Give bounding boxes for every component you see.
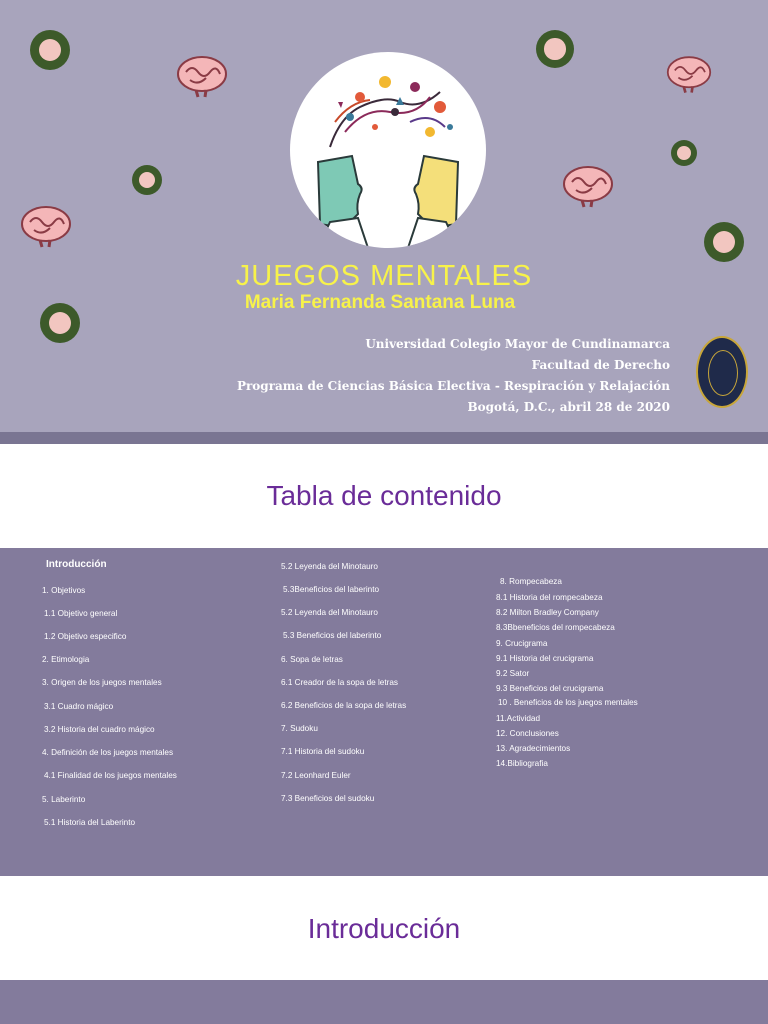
toc-item[interactable]: 14.Bibliografia: [496, 759, 548, 768]
toc-column-3: [490, 548, 760, 876]
toc-item[interactable]: 12. Conclusiones: [496, 729, 559, 738]
brain-badge-icon: [132, 165, 162, 195]
toc-item[interactable]: 5.2 Leyenda del Minotauro: [281, 562, 378, 571]
brain-badge-icon: [30, 30, 70, 70]
presentation-title: JUEGOS MENTALES: [235, 260, 533, 292]
intro-slide-top: [0, 980, 768, 1024]
toc-item[interactable]: 9.3 Beneficios del crucigrama: [496, 684, 604, 693]
toc-item[interactable]: 7.2 Leonhard Euler: [281, 771, 351, 780]
toc-item[interactable]: 9.2 Sator: [496, 669, 530, 678]
brain-icon: [562, 164, 614, 208]
toc-item[interactable]: 2. Etimologia: [42, 655, 90, 664]
toc-item[interactable]: 4. Definición de los juegos mentales: [42, 748, 174, 757]
toc-item[interactable]: 9.1 Historia del crucigrama: [496, 654, 594, 663]
brain-badge-icon: [671, 140, 697, 166]
toc-item[interactable]: 1.1 Objetivo general: [44, 609, 118, 618]
toc-item[interactable]: 11.Actividad: [496, 714, 540, 723]
intro-heading: Introducción: [307, 913, 461, 944]
toc-item[interactable]: 8. Rompecabeza: [500, 577, 562, 586]
toc-heading-area: [0, 444, 768, 548]
toc-item[interactable]: 8.1 Historia del rompecabeza: [496, 593, 603, 602]
university-name: Universidad Colegio Mayor de Cundinamarca: [365, 337, 670, 351]
faculty-name: Facultad de Derecho: [531, 358, 670, 372]
toc-item[interactable]: 6. Sopa de letras: [281, 655, 343, 664]
toc-heading: Tabla de contenido: [266, 480, 502, 511]
brain-icon: [176, 54, 228, 98]
toc-item[interactable]: 7.3 Beneficios del sudoku: [281, 794, 375, 803]
toc-item[interactable]: 3.1 Cuadro mágico: [44, 702, 114, 711]
cover-slide: [0, 0, 768, 432]
toc-item[interactable]: 5. Laberinto: [42, 795, 86, 804]
toc-item[interactable]: 6.2 Beneficios de la sopa de letras: [281, 701, 407, 710]
toc-item[interactable]: 3. Origen de los juegos mentales: [42, 678, 162, 687]
toc-item[interactable]: 8.3Bbeneficios del rompecabeza: [496, 623, 615, 632]
mind-exchange-illustration: [290, 52, 486, 248]
toc-item[interactable]: 7.1 Historia del sudoku: [281, 747, 365, 756]
toc-item[interactable]: 9. Crucigrama: [496, 639, 548, 648]
brain-badge-icon: [704, 222, 744, 262]
divider-band: [0, 432, 768, 444]
toc-item[interactable]: 4.1 Finalidad de los juegos mentales: [44, 771, 177, 780]
intro-heading-area: [0, 876, 768, 980]
toc-item[interactable]: Introducción: [46, 559, 107, 570]
toc-item[interactable]: 1.2 Objetivo especifico: [44, 632, 127, 641]
toc-item[interactable]: 13. Agradecimientos: [496, 744, 571, 753]
program-name: Programa de Ciencias Básica Electiva - Respiración y Relajación: [236, 379, 670, 393]
date-line: Bogotá, D.C., abril 28 de 2020: [467, 400, 670, 414]
toc-item[interactable]: 7. Sudoku: [281, 724, 318, 733]
brain-icon: [666, 54, 712, 94]
toc-item[interactable]: 8.2 Milton Bradley Company: [496, 608, 599, 617]
university-seal-logo: [696, 336, 748, 408]
toc-item[interactable]: 10 . Beneficios de los juegos mentales: [498, 698, 638, 707]
toc-item[interactable]: 5.3Beneficios del laberinto: [283, 585, 380, 594]
toc-panel: [0, 548, 768, 876]
toc-item[interactable]: 5.1 Historia del Laberinto: [44, 818, 136, 827]
toc-item[interactable]: 3.2 Historia del cuadro mágico: [44, 725, 155, 734]
brain-icon: [20, 204, 72, 248]
toc-item[interactable]: 5.3 Beneficios del laberinto: [283, 631, 382, 640]
toc-column-2: [270, 548, 480, 876]
toc-item[interactable]: 1. Objetivos: [42, 586, 86, 595]
brain-badge-icon: [536, 30, 574, 68]
toc-item[interactable]: 5.2 Leyenda del Minotauro: [281, 608, 378, 617]
institution-info: [237, 334, 670, 418]
toc-column-1: [0, 548, 260, 876]
author-name: Maria Fernanda Santana Luna: [244, 292, 516, 313]
toc-item[interactable]: 6.1 Creador de la sopa de letras: [281, 678, 398, 687]
